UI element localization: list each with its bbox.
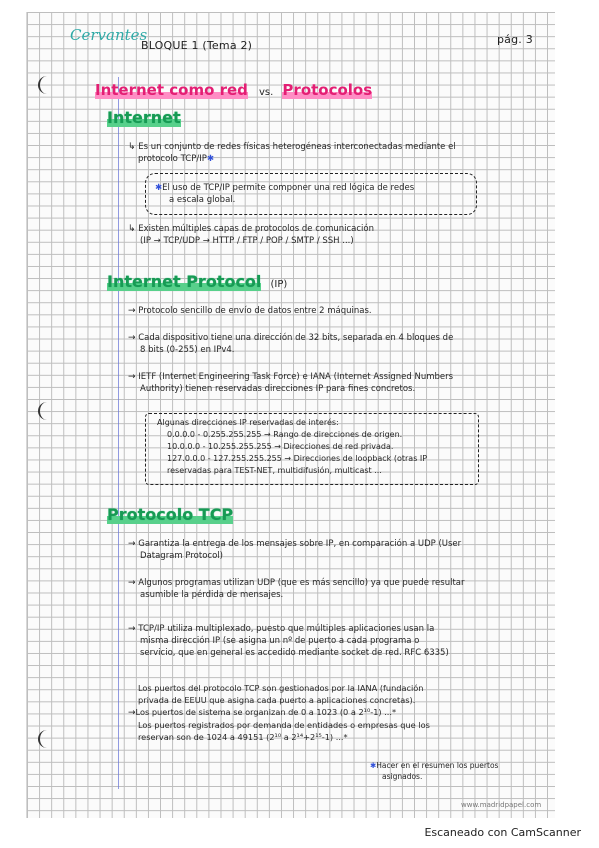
ip-bullet-1: → Protocolo sencillo de envío de datos entre 2 máquinas. xyxy=(128,306,372,316)
tcp-bullet-1: → Garantiza la entrega de los mensajes sobre IP, en comparación a UDP (User Datagram Protocol) xyxy=(128,539,462,561)
ip-bullet-3: → IETF (Internet Engineering Task Force) e IANA (Internet Assigned Numbers Authority) tienen reservadas direcciones IP para fines concretos. xyxy=(128,372,454,394)
arrow-icon: → xyxy=(128,333,136,343)
scanner-watermark: Escaneado con CamScanner xyxy=(424,826,581,839)
tcp-bullet-2: → Algunos programas utilizan UDP (que es más sencillo) ya que puede resultar asumible la pérdida de mensajes. xyxy=(128,578,465,600)
title-left: Internet como red xyxy=(95,81,248,99)
page-header-title: BLOQUE 1 (Tema 2) xyxy=(141,39,253,52)
ip-bullet-2: → Cada dispositivo tiene una dirección de 32 bits, separada en 4 bloques de 8 bits (0-255) en IPv4. xyxy=(128,333,454,355)
brand-logo: Cervantes xyxy=(70,26,148,44)
tcp-bullet-3: → TCP/IP utiliza multiplexado, puesto que múltiples aplicaciones usan la misma dirección IP (se asigna un nº de puerto a cada programa o servicio, que en general es accedido mediante socket de red. RFC 6335) xyxy=(128,624,449,658)
ip-box-title: Algunas direcciones IP reservadas de interés: xyxy=(157,418,339,427)
tcp-heading: Protocolo TCP xyxy=(107,505,234,524)
binder-hole xyxy=(38,730,50,748)
publisher-url: www.madridpapel.com xyxy=(461,801,542,809)
arrow-icon: → xyxy=(128,708,136,718)
arrow-icon: ↳ xyxy=(128,142,136,152)
ip-reserved-content: Algunas direcciones IP reservadas de interés: 0.0.0.0 - 0.255.255.255 → Rango de direcciones de origen. 10.0.0.0 - 10.255.255.255 → Direcciones de red privada. 127.0.0.0 - 127.255.255.255 → Direcciones de loopback (otras IP reservadas para TEST-NET, multidifusión, multicast ... xyxy=(157,418,428,475)
binder-hole xyxy=(38,402,50,420)
internet-bullet-1: ↳ Es un conjunto de redes físicas heterogéneas interconectadas mediante el protocolo TCP/IP✱ xyxy=(128,142,456,164)
arrow-icon: → xyxy=(128,624,136,634)
arrow-icon: → xyxy=(128,306,136,316)
internet-bullet-2: ↳ Existen múltiples capas de protocolos de comunicación (IP → TCP/UDP → HTTP / FTP / POP / SMTP / SSH ...) xyxy=(128,224,375,246)
internet-heading: Internet xyxy=(107,108,181,127)
arrow-icon: → xyxy=(128,539,136,549)
binder-hole xyxy=(38,76,50,94)
arrow-icon: ↳ xyxy=(128,224,136,234)
tcp-bullet-4: Los puertos del protocolo TCP son gestionados por la IANA (fundación privada de EEUU que asigna cada puerto a aplicaciones concretas). →Los puertos de sistema se organizan de 0 a 1023 (0 a 2¹⁰-1) ...* Los puertos registrados por demanda de entidades o empresas que los reservan son de 1024 a 49151 (2¹⁰ a 2¹⁴+2¹⁵-1) ...* xyxy=(128,683,430,742)
arrow-icon: → xyxy=(128,372,136,382)
internet-note-text: ✱El uso de TCP/IP permite componer una red lógica de redes a escala global. xyxy=(155,183,415,205)
star-icon: ✱ xyxy=(206,154,214,164)
star-icon: ✱ xyxy=(155,183,163,193)
title-vs: vs. xyxy=(259,87,274,98)
main-title xyxy=(95,80,372,99)
title-right: Protocolos xyxy=(282,81,373,99)
star-icon: ✱ xyxy=(370,761,377,770)
margin-line xyxy=(118,77,119,789)
ip-heading: Internet Protocol (IP) xyxy=(107,272,288,291)
arrow-icon: → xyxy=(128,578,136,588)
footnote: ✱Hacer en el resumen los puertos asignados. xyxy=(370,761,499,781)
page-number: pág. 3 xyxy=(497,33,533,46)
